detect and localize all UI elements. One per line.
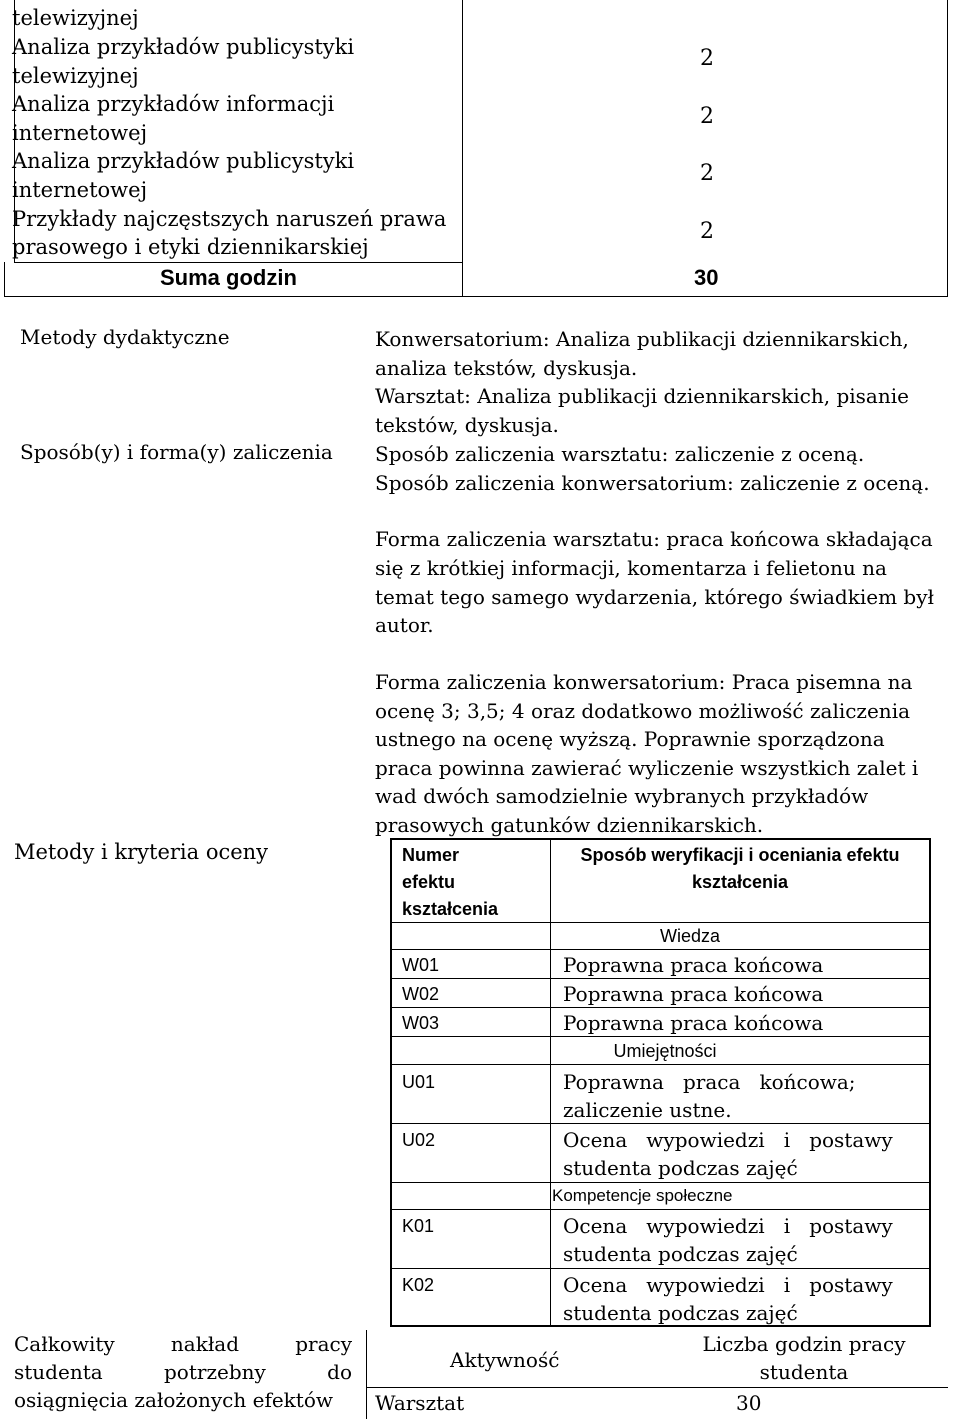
- forma-konwersatorium-line: ocenę 3; 3,5; 4 oraz dodatkowo możliwość zaliczenia: [375, 699, 911, 723]
- effect-code: U02: [402, 1130, 436, 1150]
- col-hours-header: studenta: [759, 1360, 849, 1384]
- activity-name: Warsztat: [375, 1391, 465, 1415]
- sum-label: Suma godzin: [160, 265, 297, 290]
- effect-code: K01: [402, 1216, 435, 1236]
- effect-method: Poprawna praca końcowa: [563, 953, 824, 977]
- effect-code: W02: [402, 984, 440, 1004]
- sposob-line: Sposób zaliczenia konwersatorium: zaliczenie z oceną.: [375, 471, 930, 495]
- header-col1-line: Numer: [402, 845, 460, 865]
- metody-line: tekstów, dyskusja.: [375, 413, 559, 437]
- effect-method: studenta podczas zajęć: [563, 1242, 798, 1266]
- forma-warsztat-line: temat tego samego wydarzenia, którego świadkiem był: [375, 585, 934, 609]
- effect-method: studenta podczas zajęć: [563, 1156, 798, 1180]
- effect-method: Poprawna praca końcowa;: [563, 1070, 856, 1094]
- hours-value: 2: [700, 46, 714, 71]
- naklad-label-line: Całkowity nakład pracy: [14, 1332, 352, 1356]
- forma-konwersatorium-line: wad dwóch samodzielnie wybranych przykładów: [375, 784, 869, 808]
- topic-line: internetowej: [12, 121, 148, 145]
- section-title-wiedza: Wiedza: [659, 926, 721, 946]
- topic-line: Przykłady najczęstszych naruszeń prawa: [12, 207, 447, 231]
- effect-method: Poprawna praca końcowa: [563, 982, 824, 1006]
- effect-code: W01: [402, 955, 440, 975]
- topic-line: telewizyjnej: [12, 6, 139, 30]
- topic-line: Analiza przykładów informacji: [12, 92, 335, 116]
- effect-method: Ocena wypowiedzi i postawy: [563, 1128, 893, 1152]
- forma-warsztat-line: autor.: [375, 613, 434, 637]
- forma-konwersatorium-line: prasowych gatunków dziennikarskich.: [375, 813, 764, 837]
- effect-code: U01: [402, 1072, 436, 1092]
- sum-value: 30: [694, 265, 719, 290]
- forma-konwersatorium-line: ustnego na ocenę wyższą. Poprawnie sporządzona: [375, 727, 885, 751]
- topic-line: Analiza przykładów publicystyki: [12, 35, 355, 59]
- naklad-label-line: studenta potrzebny do: [14, 1360, 352, 1384]
- effect-method: Ocena wypowiedzi i postawy: [563, 1273, 893, 1297]
- metody-line: Warsztat: Analiza publikacji dziennikarskich, pisanie: [375, 384, 909, 408]
- effect-method: zaliczenie ustne.: [563, 1098, 732, 1122]
- metody-kryteria-label: Metody i kryteria oceny: [14, 840, 269, 864]
- header-col1-line: kształcenia: [402, 899, 499, 919]
- effect-code: W03: [402, 1013, 440, 1033]
- topic-line: Analiza przykładów publicystyki: [12, 149, 355, 173]
- forma-warsztat-line: Forma zaliczenia warsztatu: praca końcowa składająca: [375, 527, 933, 551]
- section-title-kompetencje: Kompetencje społeczne: [552, 1186, 733, 1205]
- effect-method: Poprawna praca końcowa: [563, 1011, 824, 1035]
- sposob-line: Sposób zaliczenia warsztatu: zaliczenie z oceną.: [375, 442, 865, 466]
- metody-dydaktyczne-label: Metody dydaktyczne: [20, 325, 230, 349]
- metody-line: analiza tekstów, dyskusja.: [375, 356, 638, 380]
- effect-code: K02: [402, 1275, 435, 1295]
- forma-konwersatorium-line: Forma zaliczenia konwersatorium: Praca pisemna na: [375, 670, 913, 694]
- hours-value: 2: [700, 104, 714, 129]
- forma-warsztat-line: się z krótkiej informacji, komentarza i felietonu na: [375, 556, 887, 580]
- header-col2-line: Sposób weryfikacji i oceniania efektu: [580, 845, 900, 865]
- col-activity-header: Aktywność: [450, 1348, 560, 1372]
- hours-value: 2: [700, 161, 714, 186]
- col-hours-header: Liczba godzin pracy: [702, 1332, 906, 1356]
- metody-line: Konwersatorium: Analiza publikacji dziennikarskich,: [375, 327, 909, 351]
- effect-method: Ocena wypowiedzi i postawy: [563, 1214, 893, 1238]
- topic-line: prasowego i etyki dziennikarskiej: [12, 235, 369, 259]
- forma-konwersatorium-line: praca powinna zawierać wyliczenie wszystkich zalet i: [375, 756, 919, 780]
- header-col1-line: efektu: [402, 872, 456, 892]
- header-col2-line: kształcenia: [691, 872, 789, 892]
- topic-line: telewizyjnej: [12, 64, 139, 88]
- section-title-umiejetnosci: Umiejętności: [613, 1041, 717, 1061]
- naklad-label-line: osiągnięcia założonych efektów: [14, 1388, 333, 1412]
- effect-method: studenta podczas zajęć: [563, 1301, 798, 1325]
- topic-line: internetowej: [12, 178, 148, 202]
- hours-value: 2: [700, 219, 714, 244]
- activity-hours: 30: [736, 1391, 762, 1415]
- sposob-zaliczenia-label: Sposób(y) i forma(y) zaliczenia: [20, 440, 333, 464]
